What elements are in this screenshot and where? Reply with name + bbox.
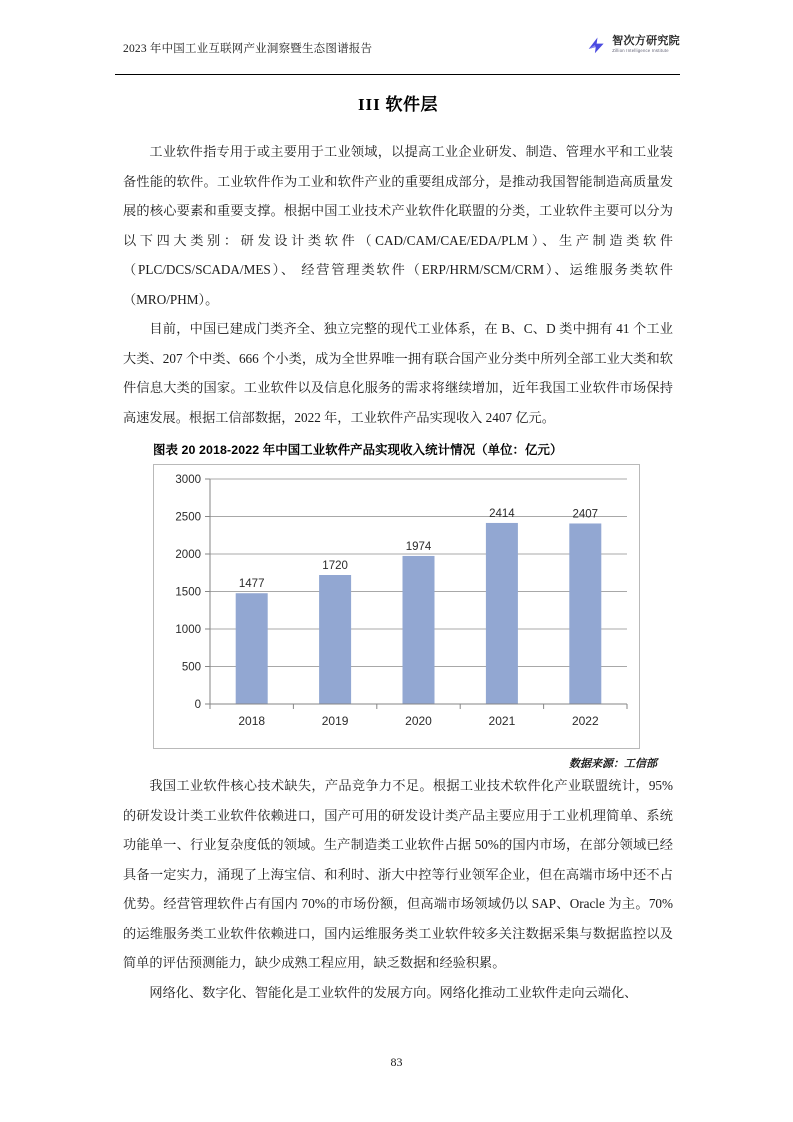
page-content [123, 90, 673, 1007]
bar-chart-canvas [154, 465, 639, 748]
bar-chart [153, 464, 640, 749]
svg-text:1974: 1974 [405, 540, 432, 553]
svg-text:1477: 1477 [238, 578, 265, 591]
svg-text:2414: 2414 [489, 507, 515, 520]
svg-text:2020: 2020 [405, 714, 432, 728]
brand-logo [587, 34, 680, 55]
svg-text:1500: 1500 [175, 586, 201, 599]
svg-text:2407: 2407 [572, 508, 599, 521]
svg-text:1720: 1720 [322, 560, 348, 572]
figure-caption: 图表 20 2018-2022 年中国工业软件产品实现收入统计情况（单位：亿元） [153, 443, 563, 457]
svg-text:2021: 2021 [488, 714, 516, 728]
brand-name-cn: 智次方研究院 [612, 34, 680, 47]
svg-text:500: 500 [181, 661, 201, 674]
page-number: 83 [390, 1055, 403, 1069]
header-divider [115, 74, 680, 75]
figure-source: 数据来源：工信部 [569, 758, 657, 770]
page-header [115, 34, 680, 78]
section-numeral: III [357, 95, 381, 114]
brand-name-en: Zillion Intelligence Institute [612, 48, 669, 54]
brand-logo-text [612, 36, 680, 54]
svg-text:2018: 2018 [238, 714, 266, 728]
svg-text:2022: 2022 [571, 714, 599, 728]
header-title: 2023 年中国工业互联网产业洞察暨生态图谱报告 [123, 43, 373, 55]
svg-text:3000: 3000 [175, 474, 201, 486]
svg-text:2019: 2019 [321, 714, 349, 728]
paragraph-4: 网络化、数字化、智能化是工业软件的发展方向。网络化推动工业软件走向云端化、 [149, 984, 638, 1000]
svg-text:2500: 2500 [175, 511, 201, 524]
figure-20 [123, 440, 673, 771]
paragraph-1: 工业软件指专用于或主要用于工业领域，以提高工业企业研发、制造、管理水平和工业装备性能的软件。工业软件作为工业和软件产业的重要组成部分，是推动我国智能制造高质量发展的核心要素和重要支撑。根据中国工业技术产业软件化联盟的分类，工业软件主要可以分为以下四大类别：研发设计类软件（CAD/CAM/CAE/EDA/PLM）、生产制造类软件（PLC/DCS/SCADA/MES）、 经营管理类软件（ERP/HRM/SCM/CRM）、运维服务类软件（MRO/PHM）。 [123, 144, 673, 307]
svg-text:1000: 1000 [175, 624, 201, 636]
paragraph-2: 目前，中国已建成门类齐全、独立完整的现代工业体系，在 B、C、D 类中拥有 41 个工业大类、207 个中类、666 个小类，成为全世界唯一拥有联合国产业分类中所列全部工业大类和软件信息大类的国家。工业软件以及信息化服务的需求将继续增加，近年我国工业软件市场保持高速发展。根据工信部数据，2022 年，工业软件产品实现收入 2407 亿元。 [123, 321, 673, 425]
page-title [123, 90, 673, 115]
svg-text:0: 0 [194, 699, 201, 711]
zillion-logo-icon [587, 34, 608, 55]
section-title-text: 软件层 [385, 95, 439, 114]
paragraph-3: 我国工业软件核心技术缺失，产品竞争力不足。根据工业技术软件化产业联盟统计，95%的研发设计类工业软件依赖进口，国产可用的研发设计类产品主要应用于工业机理简单、系统功能单一、行业复杂度低的领域。生产制造类工业软件占据 50%的国内市场，在部分领域已经具备一定实力，涌现了上海宝信、和利时、浙大中控等行业领军企业，但在高端市场中还不占优势。经营管理软件占有国内 70%的市场份额，但高端市场领域仍以 SAP、Oracle 为主。70%的运维服务类工业软件依赖进口，国内运维服务类工业软件较多关注数据采集与数据监控以及简单的评估预测能力，缺少成熟工程应用，缺乏数据和经验积累。 [123, 778, 673, 970]
svg-text:2000: 2000 [175, 549, 201, 561]
